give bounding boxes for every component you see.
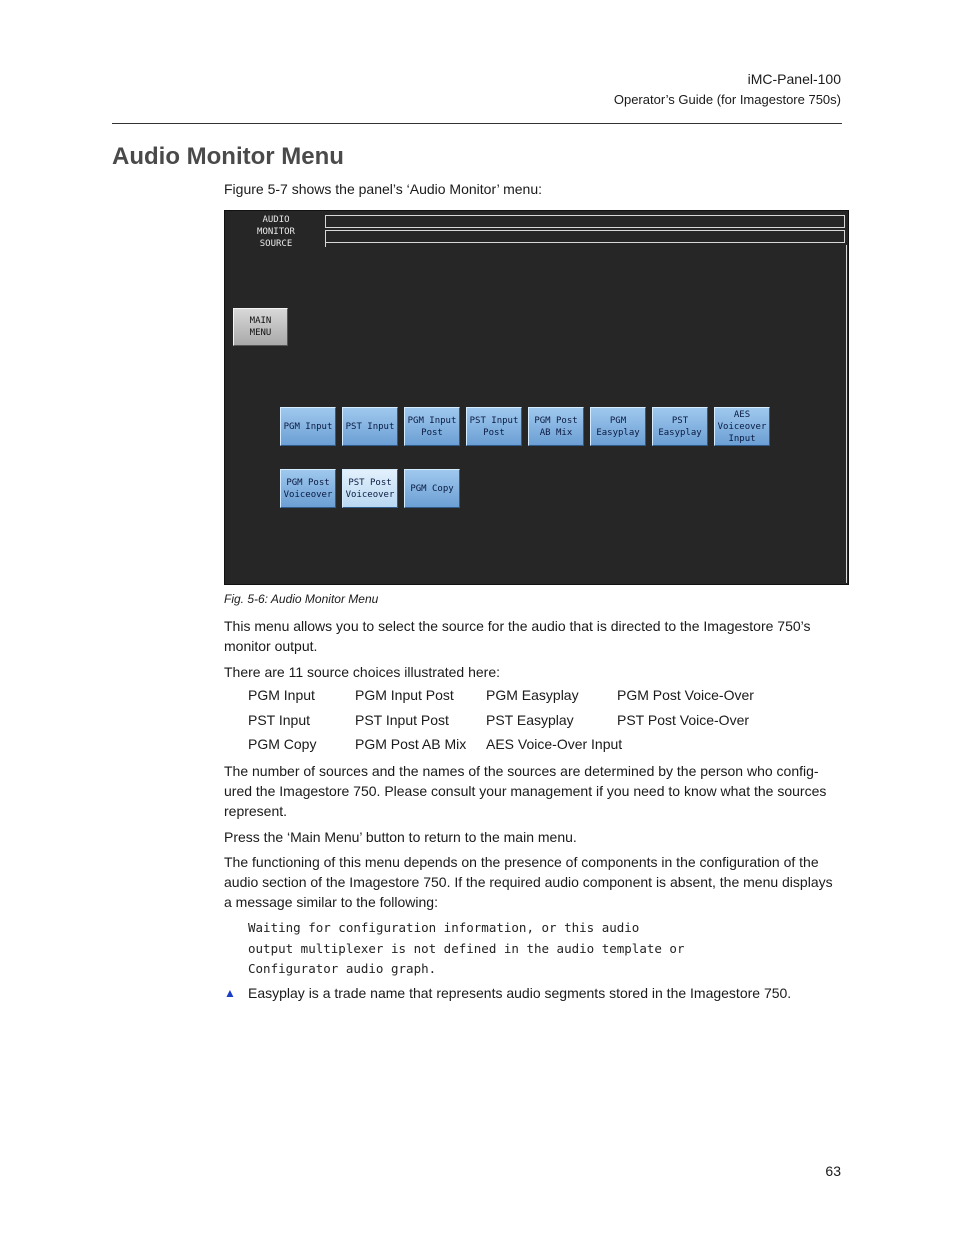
pgm-easyplay-button[interactable]: PGM Easyplay <box>590 407 646 446</box>
paragraph-source-count: There are 11 source choices illustrated here: <box>224 664 500 680</box>
page-number: 63 <box>825 1163 841 1179</box>
choice-item: PST Post Voice-Over <box>617 712 750 728</box>
running-header-product: iMC-Panel-100 <box>747 71 841 87</box>
aes-voiceover-input-button[interactable]: AES Voiceover Input <box>714 407 770 446</box>
paragraph-configuration: The functioning of this menu depends on the presence of components in the configuration of the audio section of the Imagestore 750. If the required audio component is absent, the menu displays a message similar to the following: <box>224 854 833 910</box>
choice-item: PST Input <box>248 712 311 728</box>
pgm-post-voiceover-button[interactable]: PGM Post Voiceover <box>280 469 336 508</box>
pgm-copy-button[interactable]: PGM Copy <box>404 469 460 508</box>
source-display-bar-2 <box>325 230 845 243</box>
section-title: Audio Monitor Menu <box>112 143 344 170</box>
audio-monitor-panel <box>224 210 849 585</box>
main-menu-button[interactable]: MAIN MENU <box>233 308 288 346</box>
audio-monitor-source-label: AUDIO MONITOR SOURCE <box>257 215 295 249</box>
choice-item: PST Easyplay <box>486 712 574 728</box>
choice-item: PST Input Post <box>355 712 449 728</box>
choice-item: PGM Post AB Mix <box>355 736 467 752</box>
paragraph-source-names: The number of sources and the names of the sources are determined by the person who config-ured the Imagestore 750. Please consult your management if you need to know what the sources represent. <box>224 763 827 819</box>
choice-item: PGM Post Voice-Over <box>617 687 754 703</box>
pst-post-voiceover-button[interactable]: PST Post Voiceover <box>342 469 398 508</box>
figure-caption: Fig. 5-6: Audio Monitor Menu <box>224 592 379 606</box>
running-header-guide: Operator’s Guide (for Imagestore 750s) <box>613 92 841 107</box>
config-message-code: Waiting for configuration information, or this audio output multiplexer is not defined in the audio template or Configurator audio graph. <box>248 920 685 976</box>
choice-item: PGM Copy <box>248 736 317 752</box>
pst-input-post-button[interactable]: PST Input Post <box>466 407 522 446</box>
pgm-input-button[interactable]: PGM Input <box>280 407 336 446</box>
choice-item: AES Voice-Over Input <box>486 736 623 752</box>
choice-item: PGM Input Post <box>355 687 454 703</box>
pst-easyplay-button[interactable]: PST Easyplay <box>652 407 708 446</box>
pgm-input-post-button[interactable]: PGM Input Post <box>404 407 460 446</box>
paragraph-monitor-output: This menu allows you to select the source for the audio that is directed to the Imagestore 750’s monitor output. <box>224 618 811 654</box>
source-display-bar-1 <box>325 215 845 228</box>
pst-input-button[interactable]: PST Input <box>342 407 398 446</box>
choice-item: PGM Input <box>248 687 315 703</box>
choice-item: PGM Easyplay <box>486 687 579 703</box>
intro-text: Figure 5-7 shows the panel’s ‘Audio Monitor’ menu: <box>224 181 543 197</box>
paragraph-main-menu: Press the ‘Main Menu’ button to return to the main menu. <box>224 829 577 845</box>
triangle-note-icon: ▲ <box>224 986 236 1000</box>
panel-frame-right <box>846 245 847 583</box>
note-text: Easyplay is a trade name that represents audio segments stored in the Imagestore 750. <box>248 985 792 1001</box>
header-rule <box>112 123 842 124</box>
pgm-post-ab-mix-button[interactable]: PGM Post AB Mix <box>528 407 584 446</box>
panel-frame-tick <box>325 243 326 247</box>
